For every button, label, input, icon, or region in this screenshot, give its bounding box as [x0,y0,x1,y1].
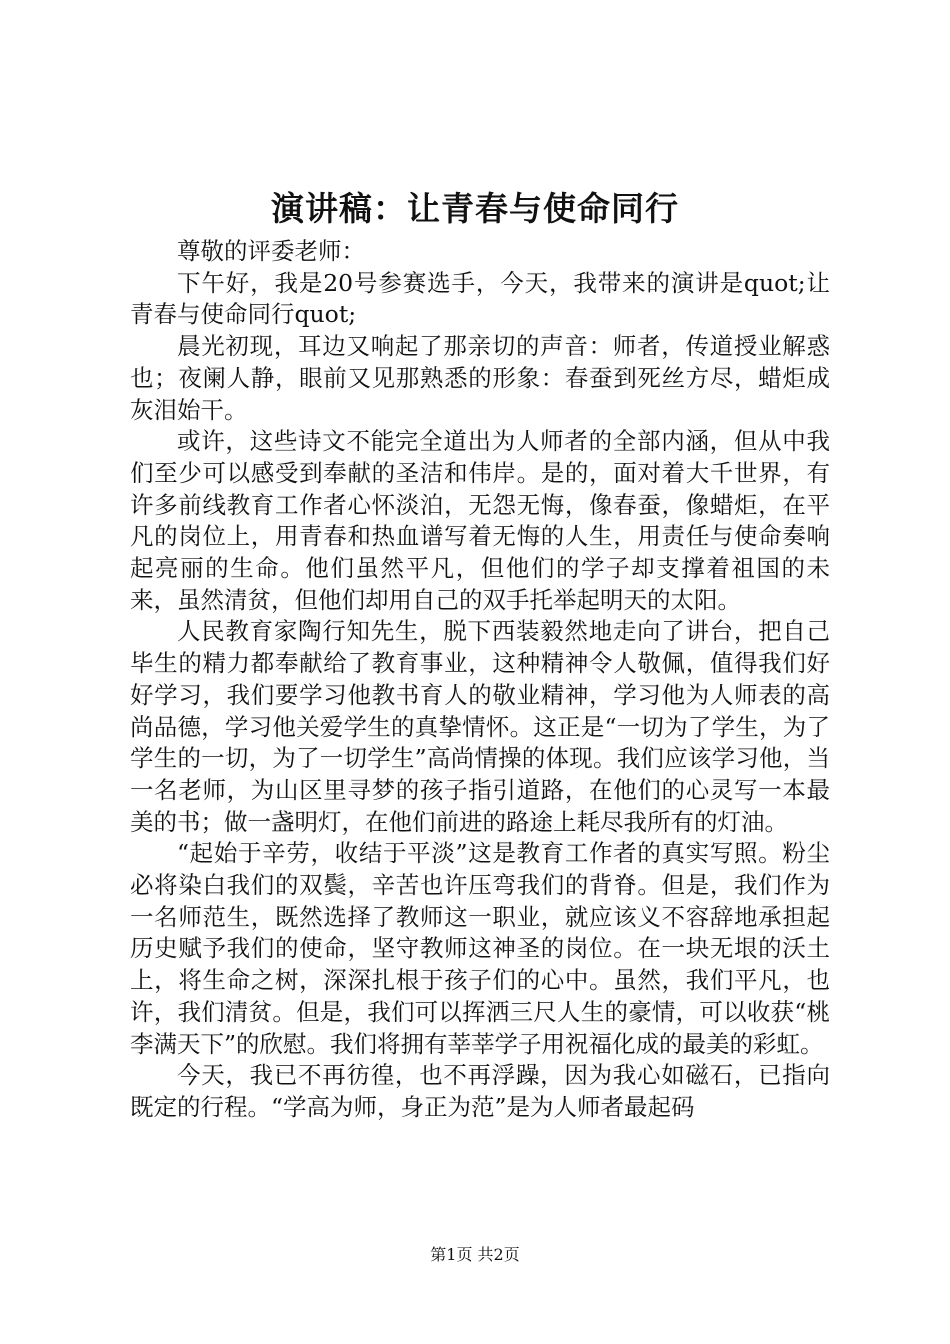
paragraph-salutation: 尊敬的评委老师： [177,237,365,265]
paragraph: “起始于辛劳，收结于平淡”这是教育工作者的真实写照。粉尘必将染白我们的双鬓，辛苦也许压弯我们的背脊。但是，我们作为一名师范生，既然选择了教师这一职业，就应该义不容辞地承担起历史赋予我们的使命，坚守教师这神圣的岗位。在一块无垠的沃土上，将生命之树，深深扎根于孩子们的心中。虽然，我们平凡，也许，我们清贫。但是，我们可以挥洒三尺人生的豪情，可以收获“桃李满天下”的欣慰。我们将拥有莘莘学子用祝福化成的最美的彩虹。 [130,839,830,1058]
page-footer: 第1页 共2页 [430,1245,520,1264]
paragraph: 或许，这些诗文不能完全道出为人师者的全部内涵，但从中我们至少可以感受到奉献的圣洁和伟岸。是的，面对着大千世界，有许多前线教育工作者心怀淡泊，无怨无悔，像春蚕，像蜡炬，在平凡的岗位上，用青春和热血谱写着无悔的人生，用责任与使命奏响起亮丽的生命。他们虽然平凡，但他们的学子却支撑着祖国的未来，虽然清贫，但他们却用自己的双手托举起明天的太阳。 [130,427,830,614]
paragraph-greeting: 下午好，我是20号参赛选手，今天，我带来的演讲是quot;让青春与使命同行quot; [130,268,830,329]
paragraph: 晨光初现，耳边又响起了那亲切的声音：师者，传道授业解惑也；夜阑人静，眼前又见那熟悉的形象：春蚕到死丝方尽，蜡炬成灰泪始干。 [130,332,830,424]
document-title: 演讲稿：让青春与使命同行 [271,189,679,228]
document-body [130,236,830,1124]
paragraph: 今天，我已不再彷徨，也不再浮躁，因为我心如磁石，已指向既定的行程。“学高为师，身正为范”是为人师者最起码 [130,1061,830,1121]
paragraph: 人民教育家陶行知先生，脱下西装毅然地走向了讲台，把自己毕生的精力都奉献给了教育事业，这种精神令人敬佩，值得我们好好学习，我们要学习他教书育人的敬业精神，学习他为人师表的高尚品德，学习他关爱学生的真挚情怀。这正是“一切为了学生，为了学生的一切，为了一切学生”高尚情操的体现。我们应该学习他，当一名老师，为山区里寻梦的孩子指引道路，在他们的心灵写一本最美的书；做一盏明灯，在他们前进的路途上耗尽我所有的灯油。 [130,617,830,836]
